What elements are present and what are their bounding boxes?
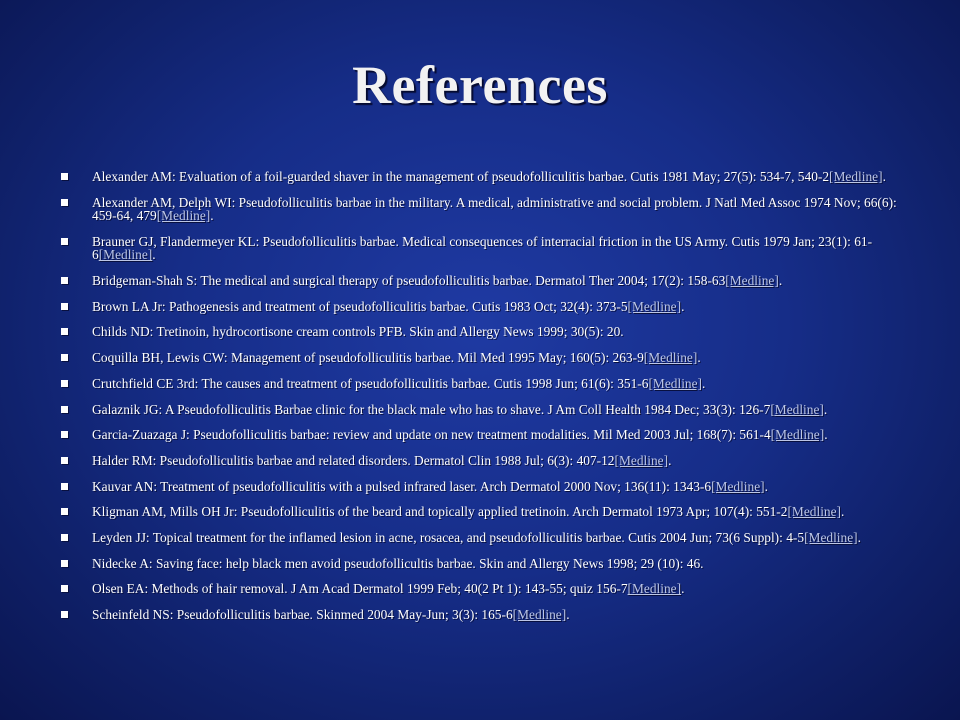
square-bullet-icon	[61, 303, 68, 310]
reference-item	[58, 196, 903, 223]
reference-item	[58, 480, 903, 494]
reference-text: Kauvar AN: Treatment of pseudofolliculitis with a pulsed infrared laser. Arch Dermatol 2000 Nov; 136(11): 1343-6	[92, 478, 712, 494]
square-bullet-icon	[61, 199, 68, 206]
medline-link[interactable]: [Medline]	[98, 247, 153, 263]
reference-text: Olsen EA: Methods of hair removal. J Am Acad Dermatol 1999 Feb; 40(2 Pt 1): 143-55; quiz 156-7	[92, 581, 628, 597]
reference-tail: .	[841, 504, 845, 520]
medline-link[interactable]: [Medline]	[614, 452, 669, 468]
reference-item	[58, 531, 903, 545]
reference-item	[58, 274, 903, 288]
reference-item	[58, 608, 903, 622]
medline-link[interactable]: [Medline]	[804, 529, 858, 545]
square-bullet-icon	[61, 406, 68, 413]
reference-text: Alexander AM: Evaluation of a foil-guarded shaver in the management of pseudofolliculitis barbae. Cutis 1981 May; 27(5): 534-7, 540-2	[92, 169, 830, 184]
reference-item	[58, 582, 903, 596]
reference-tail: .	[702, 375, 706, 391]
reference-tail: .	[681, 581, 685, 597]
reference-tail: .	[823, 401, 828, 417]
medline-link[interactable]: [Medline]	[770, 427, 825, 443]
reference-tail: .	[210, 208, 214, 224]
reference-item	[58, 454, 903, 468]
reference-item	[58, 300, 903, 314]
square-bullet-icon	[61, 380, 68, 387]
medline-link[interactable]: [Medline]	[770, 401, 824, 417]
reference-text: Brown LA Jr: Pathogenesis and treatment of pseudofolliculitis barbae. Cutis 1983 Oct; 32(4): 373-5	[92, 298, 628, 314]
reference-text: Leyden JJ: Topical treatment for the inflamed lesion in acne, rosacea, and pseudofolliculitis barbae. Cutis 2004 Jun; 73(6 Suppl): 4-5	[92, 529, 805, 545]
reference-tail: .	[882, 169, 886, 184]
square-bullet-icon	[61, 560, 68, 567]
reference-item	[58, 403, 903, 417]
reference-tail: .	[681, 298, 685, 314]
medline-link[interactable]: [Medline]	[156, 208, 211, 224]
reference-tail: .	[566, 607, 570, 622]
reference-tail: .	[697, 350, 701, 366]
medline-link[interactable]: [Medline]	[725, 273, 779, 289]
medline-link[interactable]: [Medline]	[648, 375, 703, 391]
reference-list	[58, 170, 903, 634]
reference-text: Bridgeman-Shah S: The medical and surgical therapy of pseudofolliculitis barbae. Dermatol Ther 2004; 17(2): 158-63	[92, 273, 726, 289]
reference-item	[58, 235, 903, 262]
reference-text: Kligman AM, Mills OH Jr: Pseudofolliculitis of the beard and topically applied tretinoin. Arch Dermatol 1973 Apr; 107(4): 551-2	[92, 504, 788, 520]
reference-item	[58, 351, 903, 365]
reference-text: Childs ND: Tretinoin, hydrocortisone cream controls PFB. Skin and Allergy News 1999; 30(5): 20.	[92, 324, 624, 340]
square-bullet-icon	[61, 534, 68, 541]
square-bullet-icon	[61, 277, 68, 284]
slide-title: References	[352, 55, 608, 115]
square-bullet-icon	[61, 483, 68, 490]
square-bullet-icon	[61, 457, 68, 464]
medline-link[interactable]: [Medline]	[787, 504, 842, 520]
medline-link[interactable]: [Medline]	[512, 607, 567, 622]
medline-link[interactable]: [Medline]	[711, 478, 765, 494]
reference-tail: .	[857, 529, 861, 545]
reference-text: Galaznik JG: A Pseudofolliculitis Barbae clinic for the black male who has to shave. J Am Coll Health 1984 Dec; 33(3): 126-7	[92, 401, 771, 417]
reference-text: Coquilla BH, Lewis CW: Management of pseudofolliculitis barbae. Mil Med 1995 May; 160(5): 263-9	[92, 350, 644, 366]
medline-link[interactable]: [Medline]	[627, 298, 682, 314]
reference-text: Crutchfield CE 3rd: The causes and treatment of pseudofolliculitis barbae. Cutis 1998 Jun; 61(6): 351-6	[92, 375, 649, 391]
medline-link[interactable]: [Medline]	[643, 350, 698, 366]
square-bullet-icon	[61, 508, 68, 515]
medline-link[interactable]: [Medline]	[829, 169, 883, 184]
square-bullet-icon	[61, 173, 68, 180]
square-bullet-icon	[61, 328, 68, 335]
reference-item	[58, 557, 903, 571]
reference-item	[58, 377, 903, 391]
reference-tail: .	[152, 247, 156, 263]
reference-item	[58, 428, 903, 442]
medline-link[interactable]: [Medline]	[627, 581, 682, 597]
reference-tail: .	[764, 478, 768, 494]
square-bullet-icon	[61, 238, 68, 245]
reference-text: Halder RM: Pseudofolliculitis barbae and related disorders. Dermatol Clin 1988 Jul; 6(3): 407-12	[92, 452, 615, 468]
reference-text: Alexander AM, Delph WI: Pseudofolliculitis barbae in the military. A medical, administrative and social problem. J Natl Med Assoc 1974 Nov; 66(6): 459-64, 479	[92, 194, 897, 224]
square-bullet-icon	[61, 354, 68, 361]
reference-text: Nidecke A: Saving face: help black men avoid pseudofollicultis barbae. Skin and Allergy News 1998; 29 (10): 46.	[92, 555, 704, 571]
reference-tail: .	[778, 273, 783, 289]
reference-tail: .	[668, 452, 672, 468]
reference-text: Brauner GJ, Flandermeyer KL: Pseudofolliculitis barbae. Medical consequences of interracial friction in the US Army. Cutis 1979 Jan; 23(1): 61-6	[92, 233, 873, 263]
reference-text: Scheinfeld NS: Pseudofolliculitis barbae. Skinmed 2004 May-Jun; 3(3): 165-6	[92, 607, 513, 622]
reference-item	[58, 505, 903, 519]
square-bullet-icon	[61, 585, 68, 592]
reference-text: Garcia-Zuazaga J: Pseudofolliculitis barbae: review and update on new treatment modalities. Mil Med 2003 Jul; 168(7): 561-4	[92, 427, 771, 443]
reference-item	[58, 325, 903, 339]
square-bullet-icon	[61, 431, 68, 438]
reference-item	[58, 170, 903, 184]
square-bullet-icon	[61, 611, 68, 618]
reference-tail: .	[824, 427, 828, 443]
